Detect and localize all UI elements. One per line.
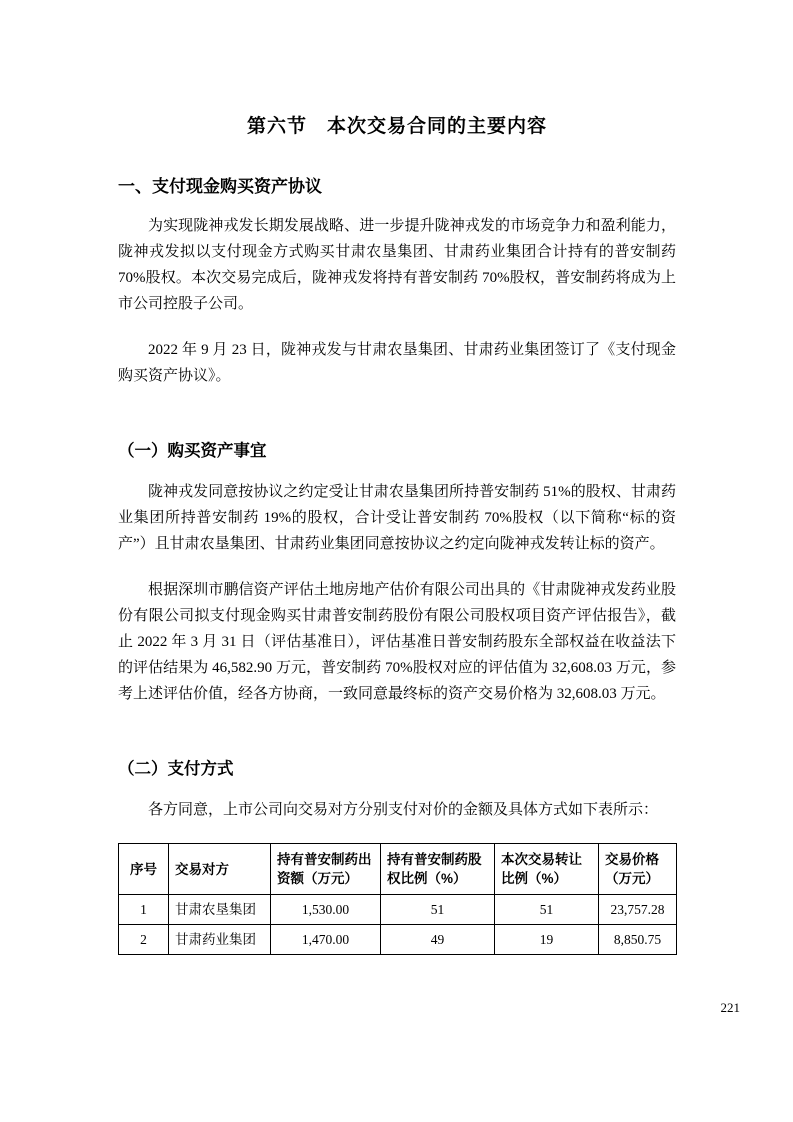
page-number: 221 [720, 1000, 740, 1015]
cell-equity-ratio: 49 [381, 925, 495, 955]
paragraph-valuation: 根据深圳市鹏信资产评估土地房地产估价有限公司出具的《甘肃陇神戎发药业股份有限公司拟支付现金购买甘肃普安制药股份有限公司股权项目资产评估报告》，截止 2022 年 3 月 31 日（评估基准日），评估基准日普安制药股东全部权益在收益法下的评估结果为 46,582.90 万元，普安制药 70%股权对应的评估值为 32,608.03 万元，参考上述评估价值，经各方协商，一致同意最终标的资产交易价格为 32,608.03 万元。 [118, 582, 676, 702]
col-header-transfer-ratio: 本次交易转让比例（%） [495, 844, 599, 895]
cell-counterparty: 甘肃药业集团 [169, 925, 271, 955]
col-header-equity-ratio: 持有普安制药股权比例（%） [381, 844, 495, 895]
cell-counterparty: 甘肃农垦集团 [169, 895, 271, 925]
section-heading-cash-purchase-agreement: 一、支付现金购买资产协议 [118, 177, 322, 196]
cell-capital-contribution: 1,530.00 [271, 895, 381, 925]
col-header-counterparty: 交易对方 [169, 844, 271, 895]
col-header-serial-number: 序号 [119, 844, 169, 895]
paragraph-signing-date: 2022 年 9 月 23 日，陇神戎发与甘肃农垦集团、甘肃药业集团签订了《支付现金购买资产协议》。 [118, 342, 676, 384]
table-row [119, 895, 677, 925]
subsection-heading-asset-purchase: （一）购买资产事宜 [118, 442, 267, 460]
paragraph-transfer-terms: 陇神戎发同意按协议之约定受让甘肃农垦集团所持普安制药 51%的股权、甘肃药业集团所持普安制药 19%的股权，合计受让普安制药 70%股权（以下简称“标的资产”）且甘肃农垦集团、甘肃药业集团同意按协议之约定向陇神戎发转让标的资产。 [118, 484, 676, 552]
cell-transfer-ratio: 19 [495, 925, 599, 955]
col-header-capital-contribution: 持有普安制药出资额（万元） [271, 844, 381, 895]
cell-transaction-price: 23,757.28 [599, 895, 677, 925]
cell-capital-contribution: 1,470.00 [271, 925, 381, 955]
col-header-transaction-price: 交易价格（万元） [599, 844, 677, 895]
cell-serial-number: 1 [119, 895, 169, 925]
cell-serial-number: 2 [119, 925, 169, 955]
cell-transaction-price: 8,850.75 [599, 925, 677, 955]
page-title: 第六节 本次交易合同的主要内容 [246, 116, 547, 137]
table-header-row [119, 844, 677, 895]
subsection-heading-payment-method: （二）支付方式 [118, 760, 234, 778]
cell-equity-ratio: 51 [381, 895, 495, 925]
paragraph-strategy: 为实现陇神戎发长期发展战略、进一步提升陇神戎发的市场竞争力和盈利能力，陇神戎发拟以支付现金方式购买甘肃农垦集团、甘肃药业集团合计持有的普安制药 70%股权。本次交易完成后，陇神戎发将持有普安制药 70%股权，普安制药将成为上市公司控股子公司。 [118, 218, 676, 312]
table-intro: 各方同意，上市公司向交易对方分别支付对价的金额及具体方式如下表所示： [148, 802, 659, 818]
payment-table [118, 843, 677, 955]
table-row [119, 925, 677, 955]
cell-transfer-ratio: 51 [495, 895, 599, 925]
